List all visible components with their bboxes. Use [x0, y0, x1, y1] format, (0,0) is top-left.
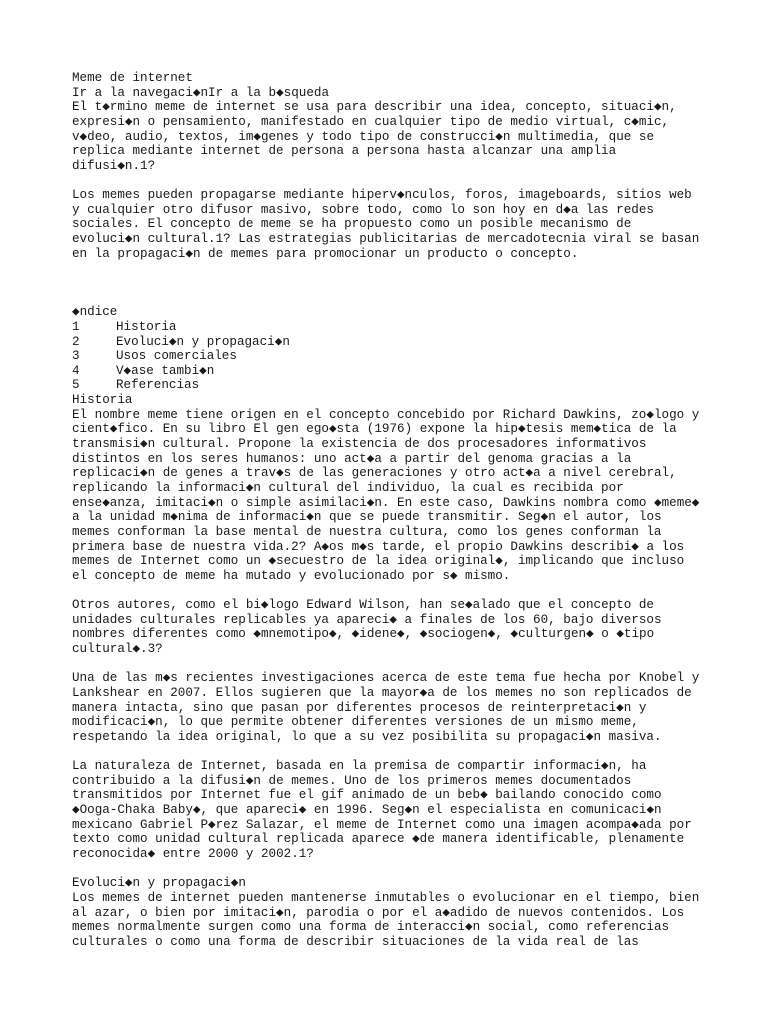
toc-item-referencias[interactable] — [72, 378, 712, 393]
text-line: sociales. El concepto de meme se ha propuesto como un posible mecanismo de — [72, 217, 632, 232]
text-line: Los memes pueden propagarse mediante hiperv◆nculos, foros, imageboards, sitios web — [72, 188, 692, 203]
toc-number: 4 — [72, 363, 80, 378]
text-line: replicaci◆n de genes a trav◆s de las generaciones y otro act◆a a nivel cerebral, — [72, 466, 677, 481]
text-line: nombres diferentes como ◆mnemotipo◆, ◆idene◆, ◆sociogen◆, ◆culturgen◆ o ◆tipo — [72, 627, 655, 642]
text-line: y cualquier otro difusor masivo, sobre todo, como lo son hoy en d◆a las redes — [72, 202, 654, 217]
doc-title: Meme de internet — [72, 71, 193, 85]
paragraph-gap — [72, 291, 712, 306]
historia-paragraph-4 — [72, 759, 712, 861]
text-line: modificaci◆n, lo que permite obtener diferentes versiones de un mismo meme, — [72, 715, 639, 730]
toc-number: 1 — [72, 319, 80, 334]
text-line: primera base de nuestra vida.2? A◆os m◆s tarde, el propio Dawkins describi◆ a los — [72, 539, 685, 554]
text-line: cient◆fico. En su libro El gen ego◆sta (1976) expone la hip◆tesis mem◆tica de la — [72, 422, 677, 437]
skip-nav-links[interactable]: Ir a la navegaci◆nIr a la b◆squeda — [72, 85, 330, 100]
evolucion-paragraph-1 — [72, 891, 712, 950]
text-line: culturales o como una forma de describir situaciones de la vida real de las — [72, 934, 639, 949]
text-line: La naturaleza de Internet, basada en la premisa de compartir informaci◆n, ha — [72, 759, 647, 774]
text-line: al azar, o bien por imitaci◆n, parodia o por el a◆adido de nuevos contenidos. Los — [72, 905, 685, 920]
toc-label: Evoluci◆n y propagaci◆n — [116, 334, 290, 349]
paragraph-gap — [72, 173, 712, 188]
text-line: difusi◆n.1? — [72, 158, 156, 173]
text-line: contribuido a la difusi◆n de memes. Uno de los primeros memes documentados — [72, 773, 632, 788]
text-line: el concepto de meme ha mutado y evolucionado por s◆ mismo. — [72, 568, 511, 583]
section-heading-historia: Historia — [72, 393, 133, 408]
text-line: distintos en los seres humanos: uno act◆a a partir del genoma gracias a la — [72, 451, 632, 466]
text-line: El t◆rmino meme de internet se usa para describir una idea, concepto, situaci◆n, — [72, 100, 677, 115]
text-line: evoluci◆n cultural.1? Las estrategias publicitarias de mercadotecnia viral se basan — [72, 232, 700, 247]
paragraph-gap — [72, 862, 712, 877]
intro-paragraph-2 — [72, 188, 712, 261]
text-line: texto como unidad cultural replicada aparece ◆de manera identificable, plenamente — [72, 832, 685, 847]
toc-label: Historia — [116, 319, 177, 334]
text-line: Una de las m◆s recientes investigaciones acerca de este tema fue hecha por Knobel y — [72, 671, 700, 686]
toc-label: Referencias — [116, 378, 200, 393]
paragraph-gap — [72, 261, 712, 276]
paragraph-gap — [72, 276, 712, 291]
toc-number: 5 — [72, 378, 80, 393]
text-line: expresi◆n o pensamiento, manifestado en cualquier tipo de medio virtual, c◆mic, — [72, 114, 670, 129]
toc-label: V◆ase tambi◆n — [116, 363, 215, 378]
toc-number: 3 — [72, 349, 80, 364]
text-line: en la propagaci◆n de memes para promocionar un producto o concepto. — [72, 246, 579, 261]
text-line: transmisi◆n cultural. Propone la existencia de dos procesadores informativos — [72, 437, 647, 452]
text-line: v◆deo, audio, textos, im◆genes y todo tipo de construcci◆n multimedia, que se — [72, 129, 654, 144]
text-line: unidades culturales replicables ya apareci◆ a finales de los 60, bajo diversos — [72, 612, 662, 627]
text-line: ense◆anza, imitaci◆n o simple asimilaci◆n. En este caso, Dawkins nombra como ◆meme◆ — [72, 495, 700, 510]
toc-item-evolucion[interactable] — [72, 335, 712, 350]
text-line: memes normalmente surgen como una forma de interacci◆n social, como referencias — [72, 920, 670, 935]
toc-label: Usos comerciales — [116, 349, 237, 364]
toc-item-usos[interactable] — [72, 349, 712, 364]
text-line: a la unidad m◆nima de informaci◆n que se puede transmitir. Seg◆n el autor, los — [72, 510, 662, 525]
text-line: mexicano Gabriel P◆rez Salazar, el meme de Internet como una imagen acompa◆ada por — [72, 817, 692, 832]
text-line: Otros autores, como el bi◆logo Edward Wilson, han se◆alado que el concepto de — [72, 598, 654, 613]
text-line: replicando la informaci◆n cultural del individuo, la cual es recibida por — [72, 480, 624, 495]
toc-number: 2 — [72, 334, 80, 349]
text-line: replica mediante internet de persona a persona hasta alcanzar una amplia — [72, 144, 617, 159]
paragraph-gap — [72, 583, 712, 598]
historia-paragraph-3 — [72, 671, 712, 744]
text-line: ◆Ooga-Chaka Baby◆, que apareci◆ en 1996. Seg◆n el especialista en comunicaci◆n — [72, 803, 662, 818]
paragraph-gap — [72, 657, 712, 672]
text-line: memes conforman la base mental de nuestra cultura, como los genes conforman la — [72, 524, 662, 539]
text-line: cultural◆.3? — [72, 641, 163, 656]
document-page — [72, 71, 712, 949]
text-line: respetando la idea original, lo que a su vez posibilita su propagaci◆n masiva. — [72, 729, 662, 744]
text-line: El nombre meme tiene origen en el concepto concebido por Richard Dawkins, zo◆logo y — [72, 407, 700, 422]
historia-paragraph-2 — [72, 598, 712, 657]
historia-paragraph-1 — [72, 408, 712, 584]
text-line: reconocida◆ entre 2000 y 2002.1? — [72, 846, 314, 861]
toc-item-vease[interactable] — [72, 364, 712, 379]
intro-paragraph-1 — [72, 100, 712, 173]
text-line: transmitidos por Internet fue el gif animado de un beb◆ bailando conocido como — [72, 788, 662, 803]
table-of-contents — [72, 305, 712, 393]
text-line: Los memes de internet pueden mantenerse inmutables o evolucionar en el tiempo, bien — [72, 890, 700, 905]
section-heading-evolucion: Evoluci◆n y propagaci◆n — [72, 876, 246, 891]
toc-item-historia[interactable] — [72, 320, 712, 335]
text-line: manera intacta, sino que pasan por diferentes procesos de reinterpretaci◆n y — [72, 700, 647, 715]
toc-heading: ◆ndice — [72, 305, 118, 320]
paragraph-gap — [72, 744, 712, 759]
text-line: Lankshear en 2007. Ellos sugieren que la mayor◆a de los memes no son replicados de — [72, 685, 692, 700]
text-line: memes de Internet como un ◆secuestro de la idea original◆, implicando que incluso — [72, 554, 685, 569]
